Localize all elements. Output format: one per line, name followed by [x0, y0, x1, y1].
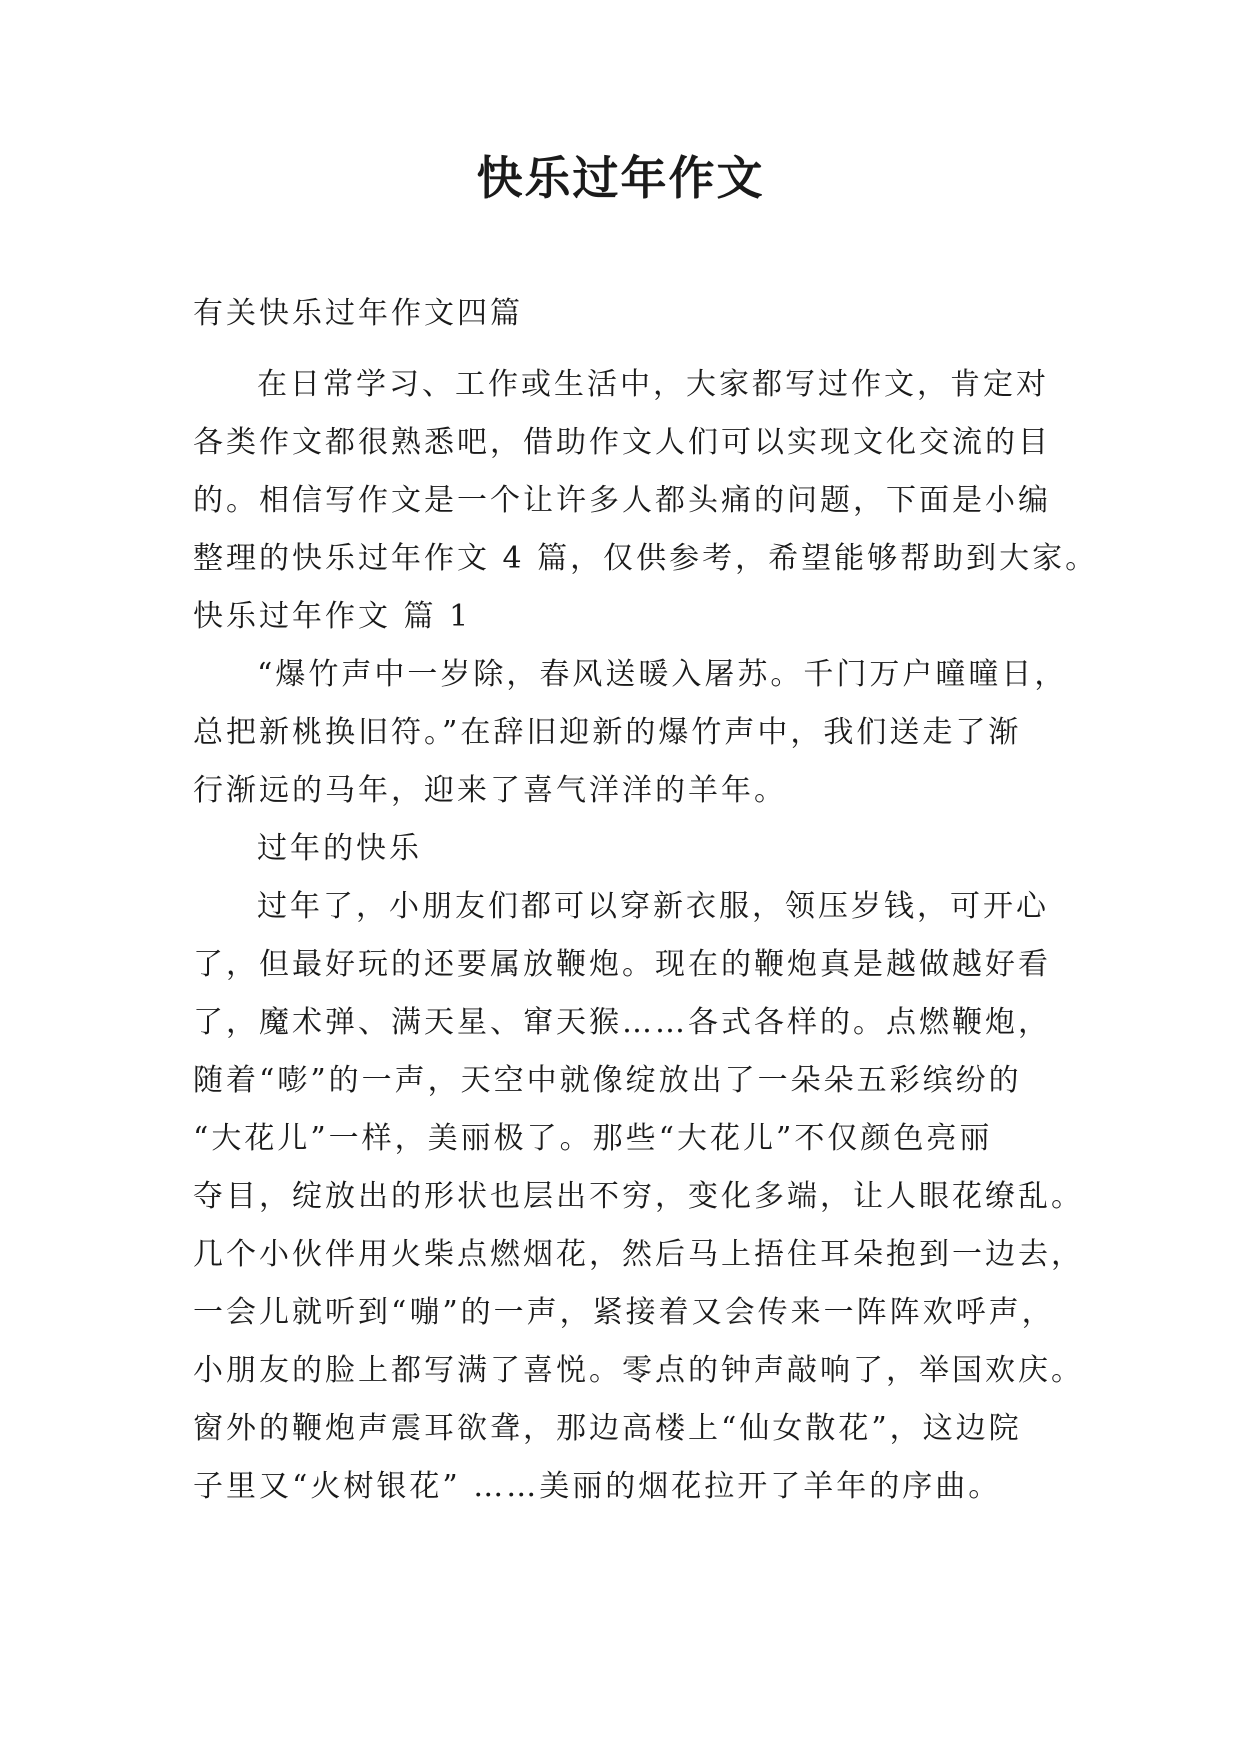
paragraph-line: “大花儿”一样，美丽极了。那些“大花儿”不仅颜色亮丽: [193, 1121, 993, 1156]
paragraph-line: 过年了，小朋友们都可以穿新衣服，领压岁钱，可开心: [257, 889, 1049, 924]
paragraph-line: 夺目，绽放出的形状也层出不穷，变化多端，让人眼花缭乱。: [193, 1179, 1084, 1214]
paragraph-line: 几个小伙伴用火柴点燃烟花，然后马上捂住耳朵抱到一边去，: [193, 1237, 1084, 1272]
poem-line: 总把新桃换旧符。”在辞旧迎新的爆竹声中，我们送走了渐: [193, 715, 1022, 750]
paragraph-line: 窗外的鞭炮声震耳欲聋，那边高楼上“仙女散花”，这边院: [193, 1411, 1022, 1446]
sub-heading: 过年的快乐: [257, 831, 422, 866]
intro-line: 在日常学习、工作或生活中，大家都写过作文，肯定对: [257, 367, 1049, 402]
paragraph-line: 随着“嘭”的一声，天空中就像绽放出了一朵朵五彩缤纷的: [193, 1063, 1022, 1098]
poem-line: 行渐远的马年，迎来了喜气洋洋的羊年。: [193, 773, 787, 808]
poem-line: “爆竹声中一岁除，春风送暖入屠苏。千门万户曈曈日，: [257, 657, 1068, 692]
paragraph-line: 了，但最好玩的还要属放鞭炮。现在的鞭炮真是越做越好看: [193, 947, 1051, 982]
document-subtitle: 有关快乐过年作文四篇: [193, 296, 523, 331]
paragraph-line: 小朋友的脸上都写满了喜悦。零点的钟声敲响了，举国欢庆。: [193, 1353, 1084, 1388]
intro-paragraph: [193, 356, 1099, 1516]
intro-line: 各类作文都很熟悉吧，借助作文人们可以实现文化交流的目: [193, 425, 1051, 460]
section-heading: 快乐过年作文 篇 1: [193, 599, 472, 634]
intro-line: 整理的快乐过年作文 4 篇，仅供参考，希望能够帮助到大家。: [193, 541, 1099, 576]
intro-line: 的。相信写作文是一个让许多人都头痛的问题，下面是小编: [193, 483, 1051, 518]
paragraph-line: 子里又“火树银花” ……美丽的烟花拉开了羊年的序曲。: [193, 1469, 1002, 1504]
document-title: 快乐过年作文: [476, 151, 765, 205]
paragraph-line: 了，魔术弹、满天星、窜天猴……各式各样的。点燃鞭炮，: [193, 1005, 1051, 1040]
paragraph-line: 一会儿就听到“嘣”的一声，紧接着又会传来一阵阵欢呼声，: [193, 1295, 1055, 1330]
